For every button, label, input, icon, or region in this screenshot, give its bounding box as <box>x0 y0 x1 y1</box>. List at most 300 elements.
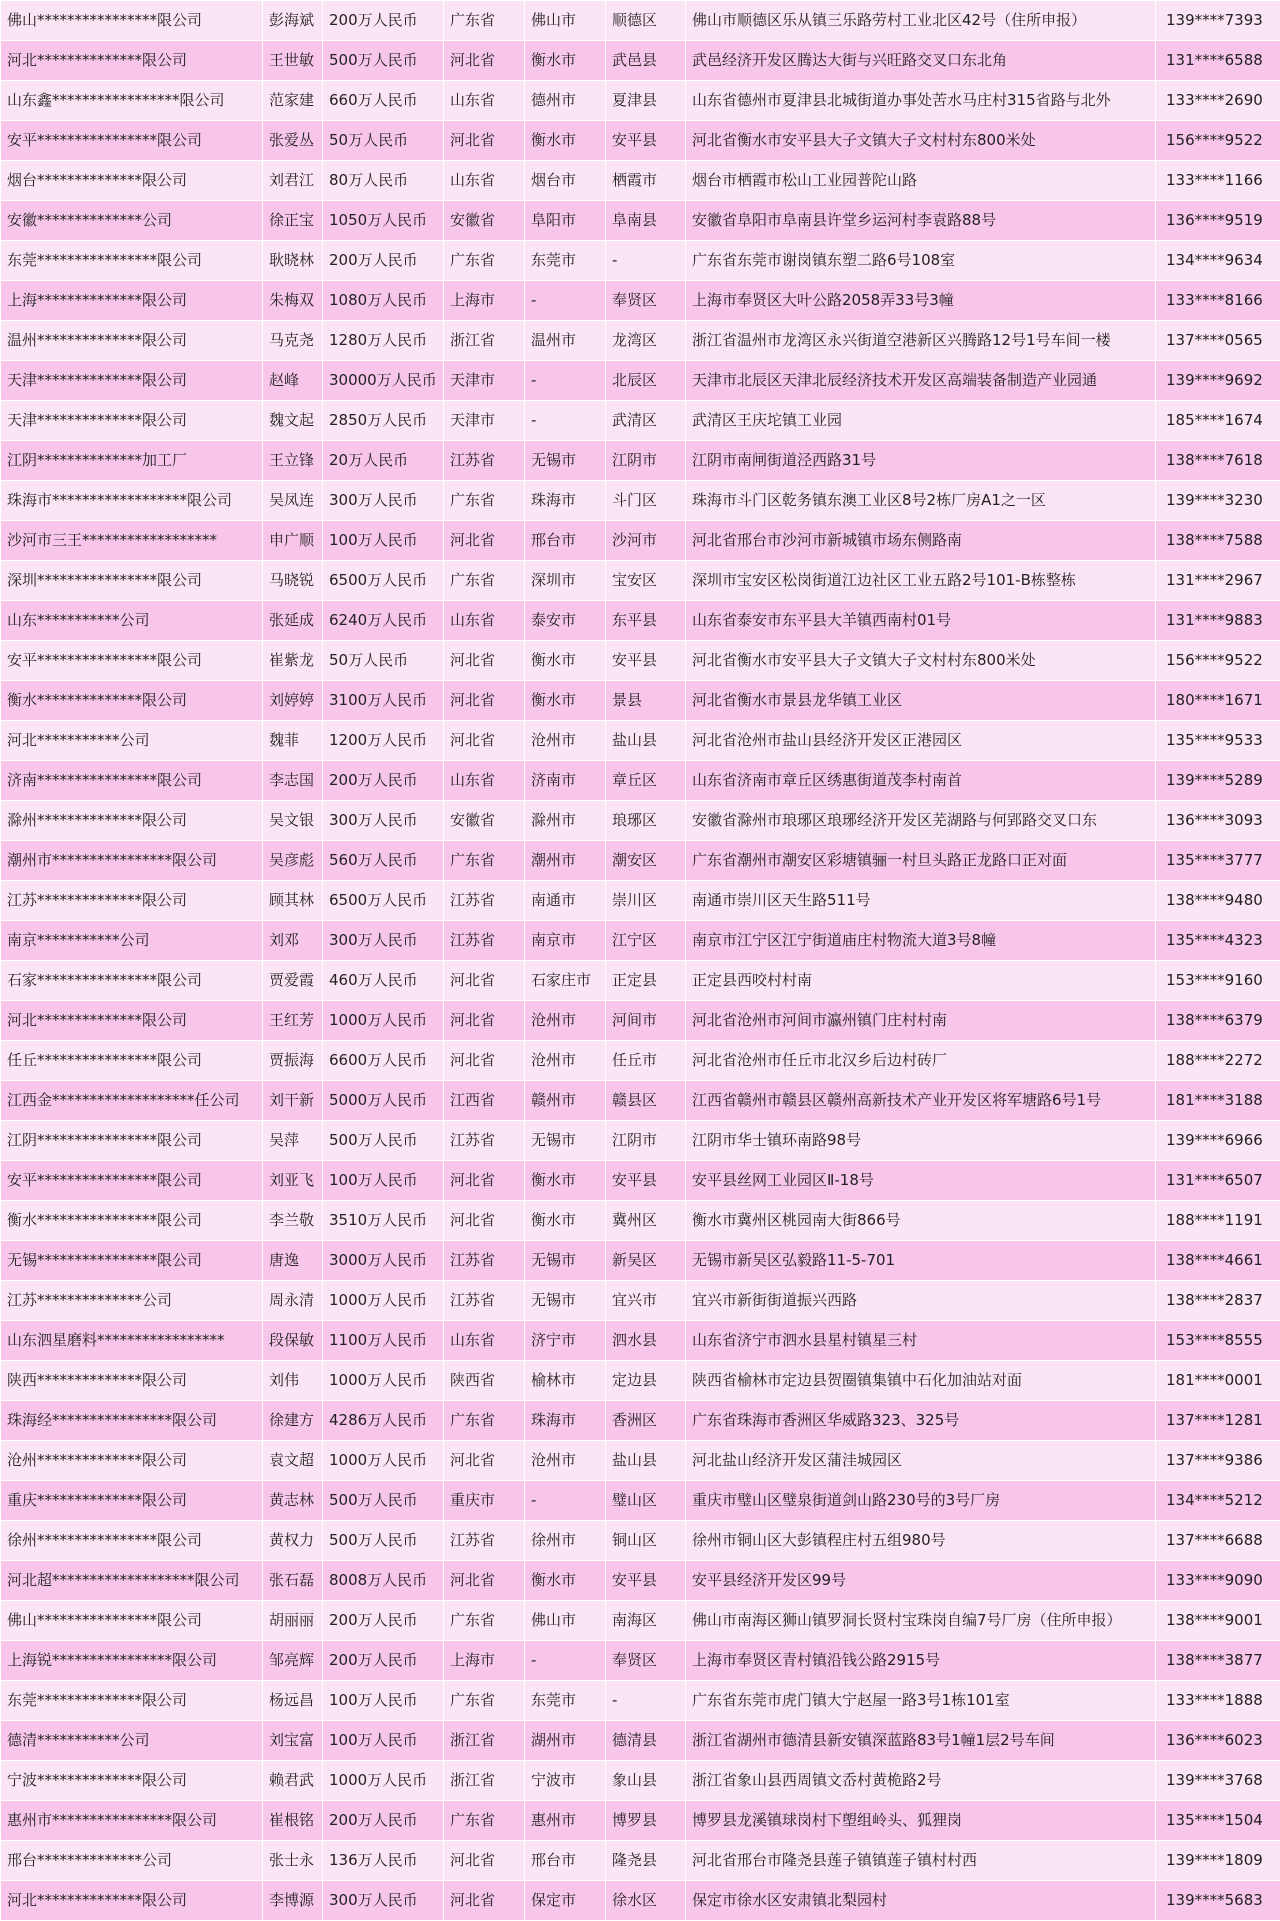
province-cell: 河北省 <box>444 1441 525 1481</box>
legal-person-cell: 李博源 <box>263 1881 323 1921</box>
legal-person-cell: 王世敏 <box>263 41 323 81</box>
registered-capital-cell: 3100万人民币 <box>323 681 444 721</box>
company-name-cell: 山东鑫*****************限公司 <box>1 81 263 121</box>
province-cell: 山东省 <box>444 601 525 641</box>
registered-capital-cell: 20万人民币 <box>323 441 444 481</box>
registered-capital-cell: 300万人民币 <box>323 801 444 841</box>
phone-cell: 138****9480 <box>1156 881 1280 921</box>
company-name-cell: 佛山****************限公司 <box>1 1 263 41</box>
phone-cell: 133****2690 <box>1156 81 1280 121</box>
address-cell: 陕西省榆林市定边县贺圈镇集镇中石化加油站对面 <box>686 1361 1156 1401</box>
phone-cell: 138****9001 <box>1156 1601 1280 1641</box>
district-cell: 江阴市 <box>606 1121 686 1161</box>
city-cell: 沧州市 <box>525 1441 606 1481</box>
district-cell: 香洲区 <box>606 1401 686 1441</box>
legal-person-cell: 吴彦彪 <box>263 841 323 881</box>
city-cell: 赣州市 <box>525 1081 606 1121</box>
city-cell: 无锡市 <box>525 1281 606 1321</box>
registered-capital-cell: 200万人民币 <box>323 241 444 281</box>
table-row <box>1 1801 1280 1841</box>
province-cell: 河北省 <box>444 681 525 721</box>
phone-cell: 139****5683 <box>1156 1881 1280 1921</box>
city-cell: 烟台市 <box>525 161 606 201</box>
city-cell: 沧州市 <box>525 721 606 761</box>
registered-capital-cell: 100万人民币 <box>323 1721 444 1761</box>
district-cell: 武清区 <box>606 401 686 441</box>
district-cell: - <box>606 241 686 281</box>
company-name-cell: 江西金*******************任公司 <box>1 1081 263 1121</box>
district-cell: 赣县区 <box>606 1081 686 1121</box>
table-row <box>1 321 1280 361</box>
address-cell: 河北省衡水市安平县大子文镇大子文村村东800米处 <box>686 641 1156 681</box>
legal-person-cell: 马克尧 <box>263 321 323 361</box>
city-cell: 邢台市 <box>525 521 606 561</box>
registered-capital-cell: 6240万人民币 <box>323 601 444 641</box>
legal-person-cell: 黄志林 <box>263 1481 323 1521</box>
district-cell: 泗水县 <box>606 1321 686 1361</box>
address-cell: 珠海市斗门区乾务镇东澳工业区8号2栋厂房A1之一区 <box>686 481 1156 521</box>
phone-cell: 133****9090 <box>1156 1561 1280 1601</box>
district-cell: 斗门区 <box>606 481 686 521</box>
table-row <box>1 1521 1280 1561</box>
phone-cell: 134****5212 <box>1156 1481 1280 1521</box>
address-cell: 河北省衡水市景县龙华镇工业区 <box>686 681 1156 721</box>
city-cell: 南通市 <box>525 881 606 921</box>
province-cell: 广东省 <box>444 1601 525 1641</box>
company-name-cell: 江苏**************公司 <box>1 1281 263 1321</box>
province-cell: 河北省 <box>444 1881 525 1921</box>
table-row <box>1 441 1280 481</box>
registered-capital-cell: 560万人民币 <box>323 841 444 881</box>
registered-capital-cell: 500万人民币 <box>323 1481 444 1521</box>
registered-capital-cell: 8008万人民币 <box>323 1561 444 1601</box>
province-cell: 河北省 <box>444 1841 525 1881</box>
legal-person-cell: 徐正宝 <box>263 201 323 241</box>
legal-person-cell: 赵峰 <box>263 361 323 401</box>
district-cell: 顺德区 <box>606 1 686 41</box>
address-cell: 南京市江宁区江宁街道庙庄村物流大道3号8幢 <box>686 921 1156 961</box>
company-name-cell: 衡水****************限公司 <box>1 1201 263 1241</box>
province-cell: 广东省 <box>444 1681 525 1721</box>
district-cell: 奉贤区 <box>606 1641 686 1681</box>
city-cell: 温州市 <box>525 321 606 361</box>
address-cell: 江阴市华士镇环南路98号 <box>686 1121 1156 1161</box>
district-cell: 正定县 <box>606 961 686 1001</box>
province-cell: 江苏省 <box>444 1241 525 1281</box>
province-cell: 天津市 <box>444 401 525 441</box>
address-cell: 南通市崇川区天生路511号 <box>686 881 1156 921</box>
company-name-cell: 安平****************限公司 <box>1 1161 263 1201</box>
registered-capital-cell: 1000万人民币 <box>323 1281 444 1321</box>
phone-cell: 131****9883 <box>1156 601 1280 641</box>
province-cell: 广东省 <box>444 1801 525 1841</box>
city-cell: 徐州市 <box>525 1521 606 1561</box>
province-cell: 河北省 <box>444 641 525 681</box>
company-name-cell: 深圳****************限公司 <box>1 561 263 601</box>
district-cell: 琅琊区 <box>606 801 686 841</box>
province-cell: 浙江省 <box>444 321 525 361</box>
legal-person-cell: 崔紫龙 <box>263 641 323 681</box>
legal-person-cell: 吴凤连 <box>263 481 323 521</box>
legal-person-cell: 李志国 <box>263 761 323 801</box>
district-cell: 栖霞市 <box>606 161 686 201</box>
table-row <box>1 561 1280 601</box>
province-cell: 江西省 <box>444 1081 525 1121</box>
legal-person-cell: 魏文起 <box>263 401 323 441</box>
city-cell: 沧州市 <box>525 1001 606 1041</box>
district-cell: 江阴市 <box>606 441 686 481</box>
legal-person-cell: 李兰敬 <box>263 1201 323 1241</box>
address-cell: 安平县经济开发区99号 <box>686 1561 1156 1601</box>
phone-cell: 138****6379 <box>1156 1001 1280 1041</box>
phone-cell: 137****9386 <box>1156 1441 1280 1481</box>
city-cell: 湖州市 <box>525 1721 606 1761</box>
province-cell: 江苏省 <box>444 441 525 481</box>
city-cell: 深圳市 <box>525 561 606 601</box>
table-row <box>1 1881 1280 1921</box>
address-cell: 博罗县龙溪镇球岗村下塱组岭头、狐狸岗 <box>686 1801 1156 1841</box>
address-cell: 无锡市新吴区弘毅路11-5-701 <box>686 1241 1156 1281</box>
company-name-cell: 珠海经****************限公司 <box>1 1401 263 1441</box>
table-body <box>1 1 1280 1921</box>
registered-capital-cell: 6500万人民币 <box>323 881 444 921</box>
table-row <box>1 361 1280 401</box>
company-name-cell: 宁波**************限公司 <box>1 1761 263 1801</box>
company-name-cell: 烟台**************限公司 <box>1 161 263 201</box>
city-cell: 无锡市 <box>525 441 606 481</box>
province-cell: 山东省 <box>444 81 525 121</box>
address-cell: 安徽省阜阳市阜南县许堂乡运河村李袁路88号 <box>686 201 1156 241</box>
phone-cell: 156****9522 <box>1156 121 1280 161</box>
table-row <box>1 681 1280 721</box>
phone-cell: 139****3230 <box>1156 481 1280 521</box>
company-name-cell: 重庆**************限公司 <box>1 1481 263 1521</box>
company-name-cell: 邢台**************公司 <box>1 1841 263 1881</box>
table-row <box>1 1561 1280 1601</box>
address-cell: 佛山市顺德区乐从镇三乐路劳村工业北区42号（住所申报） <box>686 1 1156 41</box>
phone-cell: 135****1504 <box>1156 1801 1280 1841</box>
city-cell: 保定市 <box>525 1881 606 1921</box>
address-cell: 武邑经济开发区腾达大街与兴旺路交叉口东北角 <box>686 41 1156 81</box>
company-name-cell: 河北**************限公司 <box>1 1881 263 1921</box>
province-cell: 浙江省 <box>444 1761 525 1801</box>
city-cell: - <box>525 1641 606 1681</box>
legal-person-cell: 朱梅双 <box>263 281 323 321</box>
legal-person-cell: 刘宝富 <box>263 1721 323 1761</box>
district-cell: - <box>606 1681 686 1721</box>
address-cell: 河北省沧州市河间市瀛州镇门庄村村南 <box>686 1001 1156 1041</box>
district-cell: 任丘市 <box>606 1041 686 1081</box>
legal-person-cell: 段保敏 <box>263 1321 323 1361</box>
registered-capital-cell: 200万人民币 <box>323 1601 444 1641</box>
province-cell: 安徽省 <box>444 201 525 241</box>
legal-person-cell: 王立锋 <box>263 441 323 481</box>
district-cell: 江宁区 <box>606 921 686 961</box>
province-cell: 浙江省 <box>444 1721 525 1761</box>
district-cell: 隆尧县 <box>606 1841 686 1881</box>
table-row <box>1 401 1280 441</box>
company-name-cell: 安平****************限公司 <box>1 121 263 161</box>
table-row <box>1 1321 1280 1361</box>
address-cell: 佛山市南海区狮山镇罗洞长贤村宝珠岗自编7号厂房（住所申报） <box>686 1601 1156 1641</box>
registered-capital-cell: 200万人民币 <box>323 1 444 41</box>
table-row <box>1 41 1280 81</box>
phone-cell: 138****4661 <box>1156 1241 1280 1281</box>
company-name-cell: 佛山****************限公司 <box>1 1601 263 1641</box>
district-cell: 象山县 <box>606 1761 686 1801</box>
address-cell: 烟台市栖霞市松山工业园普陀山路 <box>686 161 1156 201</box>
city-cell: - <box>525 361 606 401</box>
phone-cell: 139****3768 <box>1156 1761 1280 1801</box>
company-name-cell: 天津**************限公司 <box>1 361 263 401</box>
company-name-cell: 潮州市****************限公司 <box>1 841 263 881</box>
table-row <box>1 1121 1280 1161</box>
address-cell: 武清区王庆坨镇工业园 <box>686 401 1156 441</box>
company-name-cell: 江阴****************限公司 <box>1 1121 263 1161</box>
company-name-cell: 南京***********公司 <box>1 921 263 961</box>
province-cell: 安徽省 <box>444 801 525 841</box>
address-cell: 上海市奉贤区青村镇沿钱公路2915号 <box>686 1641 1156 1681</box>
company-name-cell: 温州**************限公司 <box>1 321 263 361</box>
address-cell: 深圳市宝安区松岗街道江边社区工业五路2号101-B栋整栋 <box>686 561 1156 601</box>
table-row <box>1 1161 1280 1201</box>
district-cell: 安平县 <box>606 1561 686 1601</box>
address-cell: 江西省赣州市赣县区赣州高新技术产业开发区将军塘路6号1号 <box>686 1081 1156 1121</box>
company-name-cell: 沧州**************限公司 <box>1 1441 263 1481</box>
registered-capital-cell: 300万人民币 <box>323 481 444 521</box>
province-cell: 河北省 <box>444 1561 525 1601</box>
district-cell: 铜山区 <box>606 1521 686 1561</box>
company-name-cell: 济南****************限公司 <box>1 761 263 801</box>
province-cell: 江苏省 <box>444 1281 525 1321</box>
address-cell: 上海市奉贤区大叶公路2058弄33号3幢 <box>686 281 1156 321</box>
district-cell: 安平县 <box>606 1161 686 1201</box>
province-cell: 广东省 <box>444 1401 525 1441</box>
phone-cell: 188****2272 <box>1156 1041 1280 1081</box>
city-cell: 东莞市 <box>525 241 606 281</box>
company-name-cell: 滁州**************限公司 <box>1 801 263 841</box>
registered-capital-cell: 6600万人民币 <box>323 1041 444 1081</box>
city-cell: 衡水市 <box>525 1161 606 1201</box>
city-cell: 沧州市 <box>525 1041 606 1081</box>
legal-person-cell: 周永清 <box>263 1281 323 1321</box>
registered-capital-cell: 6500万人民币 <box>323 561 444 601</box>
registered-capital-cell: 3510万人民币 <box>323 1201 444 1241</box>
company-name-cell: 河北**************限公司 <box>1 41 263 81</box>
province-cell: 上海市 <box>444 281 525 321</box>
registered-capital-cell: 50万人民币 <box>323 641 444 681</box>
address-cell: 衡水市冀州区桃园南大街866号 <box>686 1201 1156 1241</box>
city-cell: 衡水市 <box>525 41 606 81</box>
city-cell: - <box>525 401 606 441</box>
legal-person-cell: 刘伟 <box>263 1361 323 1401</box>
province-cell: 天津市 <box>444 361 525 401</box>
table-row <box>1 281 1280 321</box>
table-row <box>1 1041 1280 1081</box>
province-cell: 河北省 <box>444 721 525 761</box>
district-cell: 潮安区 <box>606 841 686 881</box>
address-cell: 河北省沧州市任丘市北汉乡后边村砖厂 <box>686 1041 1156 1081</box>
table-row <box>1 81 1280 121</box>
address-cell: 河北省沧州市盐山县经济开发区正港园区 <box>686 721 1156 761</box>
legal-person-cell: 崔根铭 <box>263 1801 323 1841</box>
legal-person-cell: 贾爱霞 <box>263 961 323 1001</box>
legal-person-cell: 徐建方 <box>263 1401 323 1441</box>
registered-capital-cell: 100万人民币 <box>323 521 444 561</box>
address-cell: 宜兴市新街街道振兴西路 <box>686 1281 1156 1321</box>
company-name-cell: 河北***********公司 <box>1 721 263 761</box>
city-cell: 阜阳市 <box>525 201 606 241</box>
registered-capital-cell: 1080万人民币 <box>323 281 444 321</box>
address-cell: 重庆市璧山区璧泉街道剑山路230号的3号厂房 <box>686 1481 1156 1521</box>
province-cell: 广东省 <box>444 481 525 521</box>
registered-capital-cell: 1050万人民币 <box>323 201 444 241</box>
table-row <box>1 1761 1280 1801</box>
district-cell: 博罗县 <box>606 1801 686 1841</box>
district-cell: 龙湾区 <box>606 321 686 361</box>
legal-person-cell: 刘干新 <box>263 1081 323 1121</box>
province-cell: 广东省 <box>444 561 525 601</box>
legal-person-cell: 耿晓林 <box>263 241 323 281</box>
phone-cell: 137****0565 <box>1156 321 1280 361</box>
address-cell: 河北省邢台市沙河市新城镇市场东侧路南 <box>686 521 1156 561</box>
table-row <box>1 1721 1280 1761</box>
address-cell: 广东省东莞市谢岗镇东塑二路6号108室 <box>686 241 1156 281</box>
province-cell: 陕西省 <box>444 1361 525 1401</box>
district-cell: 宝安区 <box>606 561 686 601</box>
district-cell: 冀州区 <box>606 1201 686 1241</box>
registered-capital-cell: 1000万人民币 <box>323 1361 444 1401</box>
province-cell: 广东省 <box>444 241 525 281</box>
company-name-cell: 山东泗星磨料***************** <box>1 1321 263 1361</box>
registered-capital-cell: 100万人民币 <box>323 1161 444 1201</box>
registered-capital-cell: 80万人民币 <box>323 161 444 201</box>
city-cell: 石家庄市 <box>525 961 606 1001</box>
legal-person-cell: 魏菲 <box>263 721 323 761</box>
company-name-cell: 安平****************限公司 <box>1 641 263 681</box>
registered-capital-cell: 1100万人民币 <box>323 1321 444 1361</box>
table-row <box>1 841 1280 881</box>
city-cell: 德州市 <box>525 81 606 121</box>
city-cell: 泰安市 <box>525 601 606 641</box>
registered-capital-cell: 1000万人民币 <box>323 1441 444 1481</box>
company-name-cell: 江阴**************加工厂 <box>1 441 263 481</box>
company-name-cell: 无锡****************限公司 <box>1 1241 263 1281</box>
company-name-cell: 江苏**************限公司 <box>1 881 263 921</box>
address-cell: 徐州市铜山区大彭镇程庄村五组980号 <box>686 1521 1156 1561</box>
table-row <box>1 1841 1280 1881</box>
city-cell: 滁州市 <box>525 801 606 841</box>
table-row <box>1 921 1280 961</box>
city-cell: 无锡市 <box>525 1241 606 1281</box>
legal-person-cell: 吴萍 <box>263 1121 323 1161</box>
phone-cell: 139****7393 <box>1156 1 1280 41</box>
company-name-cell: 上海锐****************限公司 <box>1 1641 263 1681</box>
table-row <box>1 1281 1280 1321</box>
province-cell: 山东省 <box>444 161 525 201</box>
company-name-cell: 上海**************限公司 <box>1 281 263 321</box>
registered-capital-cell: 1200万人民币 <box>323 721 444 761</box>
legal-person-cell: 王红芳 <box>263 1001 323 1041</box>
city-cell: 珠海市 <box>525 481 606 521</box>
table-row <box>1 1481 1280 1521</box>
city-cell: 衡水市 <box>525 641 606 681</box>
address-cell: 浙江省温州市龙湾区永兴街道空港新区兴腾路12号1号车间一楼 <box>686 321 1156 361</box>
phone-cell: 138****7588 <box>1156 521 1280 561</box>
phone-cell: 138****3877 <box>1156 1641 1280 1681</box>
table-row <box>1 1201 1280 1241</box>
phone-cell: 188****1191 <box>1156 1201 1280 1241</box>
city-cell: 惠州市 <box>525 1801 606 1841</box>
phone-cell: 139****5289 <box>1156 761 1280 801</box>
phone-cell: 156****9522 <box>1156 641 1280 681</box>
province-cell: 上海市 <box>444 1641 525 1681</box>
registered-capital-cell: 500万人民币 <box>323 41 444 81</box>
phone-cell: 185****1674 <box>1156 401 1280 441</box>
district-cell: 河间市 <box>606 1001 686 1041</box>
phone-cell: 133****1888 <box>1156 1681 1280 1721</box>
company-name-cell: 德清***********公司 <box>1 1721 263 1761</box>
district-cell: 盐山县 <box>606 721 686 761</box>
address-cell: 正定县西咬村村南 <box>686 961 1156 1001</box>
city-cell: 济南市 <box>525 761 606 801</box>
phone-cell: 139****6966 <box>1156 1121 1280 1161</box>
company-name-cell: 河北**************限公司 <box>1 1001 263 1041</box>
company-name-cell: 衡水**************限公司 <box>1 681 263 721</box>
legal-person-cell: 黄权力 <box>263 1521 323 1561</box>
phone-cell: 136****3093 <box>1156 801 1280 841</box>
registered-capital-cell: 2850万人民币 <box>323 401 444 441</box>
table-row <box>1 1401 1280 1441</box>
registered-capital-cell: 136万人民币 <box>323 1841 444 1881</box>
province-cell: 河北省 <box>444 1201 525 1241</box>
table-row <box>1 1441 1280 1481</box>
legal-person-cell: 刘君江 <box>263 161 323 201</box>
phone-cell: 138****7618 <box>1156 441 1280 481</box>
address-cell: 广东省珠海市香洲区华威路323、325号 <box>686 1401 1156 1441</box>
city-cell: 东莞市 <box>525 1681 606 1721</box>
registered-capital-cell: 5000万人民币 <box>323 1081 444 1121</box>
registered-capital-cell: 500万人民币 <box>323 1121 444 1161</box>
table-row <box>1 521 1280 561</box>
phone-cell: 135****4323 <box>1156 921 1280 961</box>
district-cell: 阜南县 <box>606 201 686 241</box>
district-cell: 景县 <box>606 681 686 721</box>
address-cell: 江阴市南闸街道泾西路31号 <box>686 441 1156 481</box>
province-cell: 河北省 <box>444 521 525 561</box>
address-cell: 浙江省象山县西周镇文岙村黄桅路2号 <box>686 1761 1156 1801</box>
legal-person-cell: 吴文银 <box>263 801 323 841</box>
city-cell: 南京市 <box>525 921 606 961</box>
registered-capital-cell: 300万人民币 <box>323 1881 444 1921</box>
city-cell: 宁波市 <box>525 1761 606 1801</box>
address-cell: 河北省衡水市安平县大子文镇大子文村村东800米处 <box>686 121 1156 161</box>
company-name-cell: 陕西**************限公司 <box>1 1361 263 1401</box>
company-name-cell: 山东***********公司 <box>1 601 263 641</box>
district-cell: 北辰区 <box>606 361 686 401</box>
city-cell: 无锡市 <box>525 1121 606 1161</box>
province-cell: 山东省 <box>444 1321 525 1361</box>
company-name-cell: 安徽**************公司 <box>1 201 263 241</box>
address-cell: 河北盐山经济开发区蒲洼城园区 <box>686 1441 1156 1481</box>
registered-capital-cell: 3000万人民币 <box>323 1241 444 1281</box>
table-row <box>1 1241 1280 1281</box>
city-cell: 佛山市 <box>525 1 606 41</box>
table-row <box>1 1641 1280 1681</box>
table-row <box>1 1 1280 41</box>
registered-capital-cell: 1280万人民币 <box>323 321 444 361</box>
district-cell: 南海区 <box>606 1601 686 1641</box>
